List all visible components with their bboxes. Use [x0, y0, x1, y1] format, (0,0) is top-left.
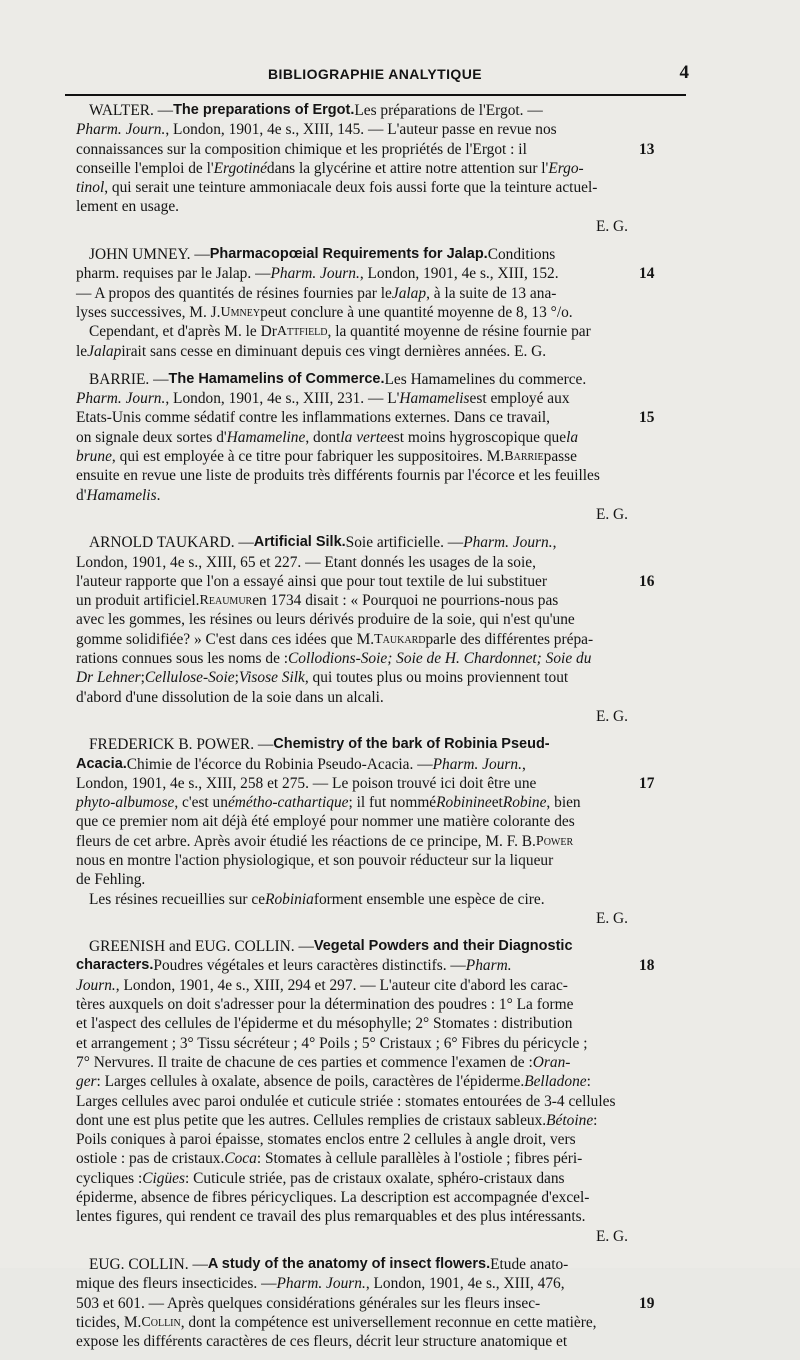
text-segment: Oran-	[532, 1053, 571, 1071]
text-segment: un produit artificiel.	[76, 592, 200, 610]
text-segment: , London, 1901, 4e s., XIII, 294 et 297. — L'auteur cite d'abord les carac-	[115, 976, 568, 994]
text-segment: , la quantité moyenne de résine fournie par	[327, 323, 591, 341]
text-segment: Larges cellules avec paroi ondulée et cuticule striée : stomates entourées de 3-4 cellules	[76, 1092, 616, 1110]
text-line	[76, 553, 668, 572]
text-line	[76, 1053, 668, 1072]
text-segment: peut conclure à une quantité moyenne de 8, 13 °/o.	[260, 303, 573, 321]
text-segment: émétho-cathartique	[227, 794, 349, 812]
text-line	[76, 956, 668, 975]
text-line	[76, 688, 668, 707]
text-segment: lyses successives, M. J.	[76, 303, 221, 321]
text-segment: : Cuticule striée, pas de cristaux oxalate, sphéro-cristaux dans	[185, 1169, 565, 1187]
header-rule	[65, 94, 686, 96]
text-segment: Ergo-	[548, 159, 584, 177]
bibliography-list	[76, 101, 668, 1360]
text-segment: Pharm. Journ.	[276, 1275, 366, 1293]
text-segment: Umney	[220, 304, 261, 320]
text-segment: Visose Silk	[238, 669, 305, 687]
text-segment: la	[566, 428, 579, 446]
text-segment: Robinia	[265, 890, 314, 908]
text-line	[76, 486, 668, 505]
text-segment: : Larges cellules à oxalate, absence de poils, caractères de l'épiderme.	[96, 1073, 525, 1091]
text-segment: Pharm.	[465, 957, 512, 975]
text-segment: dont une est plus petite que les autres. Cellules remplies de cristaux sableux.	[76, 1111, 547, 1129]
text-segment: le	[76, 342, 88, 360]
text-segment: Barrie	[504, 449, 544, 465]
text-line	[76, 1149, 668, 1168]
text-segment: brune	[76, 448, 112, 466]
text-line	[76, 1092, 668, 1111]
text-segment: et	[491, 794, 503, 812]
text-line	[76, 1332, 668, 1351]
text-line	[76, 1014, 668, 1033]
text-segment: conseille l'emploi de l'	[76, 159, 214, 177]
text-segment: gomme solidifiée? » C'est dans ces idées que M.	[76, 630, 375, 648]
text-line	[76, 755, 668, 774]
text-segment: Collin	[141, 1314, 181, 1330]
text-segment: , c'est un	[174, 794, 228, 812]
text-segment: Cigües	[142, 1169, 186, 1187]
text-line	[76, 1207, 668, 1226]
text-line	[76, 851, 668, 870]
text-segment: d'	[76, 486, 87, 504]
text-line	[76, 1130, 668, 1149]
text-segment: JOHN UMNEY. —	[89, 246, 210, 264]
text-line	[76, 793, 668, 812]
text-segment: l'auteur rapporte que l'on a essayé ainsi que pour tout textile de lui substituer	[76, 572, 547, 590]
text-segment: Jalap	[87, 342, 122, 360]
text-segment: Soie artificielle. —	[345, 534, 464, 552]
text-line	[76, 120, 668, 139]
text-segment: .	[156, 486, 161, 504]
entry-number: 18	[639, 957, 655, 975]
bibliography-entry	[76, 370, 668, 524]
text-segment: , bien	[546, 794, 581, 812]
text-segment: Power	[535, 833, 574, 849]
text-segment: Hamamelis	[399, 390, 470, 408]
text-segment: ensuite en revue une liste de produits très différents fournis par l'écorce et les feuilles	[76, 467, 600, 485]
text-segment: , London, 1901, 4e s., XIII, 145. — L'auteur passe en revue nos	[165, 121, 557, 139]
text-segment: Etats-Unis comme sédatif contre les inflammations externes. Dans ce travail,	[76, 409, 550, 427]
article-title: A study of the anatomy of insect flowers.	[207, 1255, 491, 1272]
text-segment: tinol	[76, 179, 105, 197]
reviewer-initials: E. G.	[595, 909, 628, 927]
text-line	[76, 1313, 668, 1332]
article-title: Acacia.	[76, 755, 127, 772]
text-segment: , qui toutes plus ou moins proviennent tout	[304, 669, 569, 687]
text-segment: ger	[76, 1073, 97, 1091]
text-segment: , London, 1901, 4e s., XIII, 476,	[365, 1275, 565, 1293]
text-segment: Pharm. Journ.	[432, 755, 522, 773]
text-segment: fleurs de cet arbre. Après avoir étudié les réactions de ce principe, M. F. B.	[76, 832, 536, 850]
article-title: Pharmacopœial Requirements for Jalap.	[209, 246, 488, 263]
text-segment: — A propos des quantités de résines fournies par le	[76, 284, 392, 302]
text-segment: Pharm. Journ.	[76, 121, 166, 139]
text-segment: Bétoine	[546, 1111, 594, 1129]
text-segment: Collodions-Soie; Soie de H. Chardonnet; Soie du	[288, 650, 592, 668]
text-line	[76, 870, 668, 889]
text-segment: de Fehling.	[76, 871, 146, 889]
reviewer-initials: E. G.	[595, 707, 628, 725]
text-segment: , dont la compétence est universellement reconnue en cette matière,	[180, 1313, 597, 1331]
text-segment: d'abord d'une dissolution de la soie dans un alcali.	[76, 688, 384, 706]
text-segment: est employé aux	[469, 390, 570, 408]
text-line	[76, 610, 668, 629]
text-segment: WALTER. —	[89, 102, 174, 119]
entry-number: 19	[639, 1294, 655, 1312]
text-segment: nous en montre l'action physiologique, et son pouvoir réducteur sur la liqueur	[76, 851, 554, 869]
reviewer-initials: E. G.	[595, 217, 628, 235]
article-title: Chemistry of the bark of Robinia Pseud-	[273, 736, 550, 753]
text-segment: : Stomates à cellule parallèles à l'ostiole ; fibres péri-	[256, 1150, 583, 1168]
text-segment: , qui serait une teinture ammoniacale deux fois aussi forte que la teinture actuel-	[104, 179, 598, 197]
text-segment: expose les différents caractères de ces fleurs, décrit leur structure anatomique et	[76, 1333, 568, 1351]
text-segment: Robine	[502, 794, 547, 812]
text-line	[76, 591, 668, 610]
text-line	[76, 976, 668, 995]
text-segment: Chimie de l'écorce du Robinia Pseudo-Acacia. —	[126, 755, 433, 773]
text-line	[76, 197, 668, 216]
text-segment: Attfield	[276, 324, 328, 340]
article-title: The Hamamelins of Commerce.	[168, 370, 385, 387]
article-title: Artificial Silk.	[253, 534, 346, 551]
text-segment: et arrangement ; 3° Tissu sécréteur ; 4° Poils ; 5° Cristaux ; 6° Fibres du péricycle ;	[76, 1034, 588, 1052]
text-segment: Cellulose-Soie	[144, 669, 235, 687]
text-segment: la verte	[340, 428, 387, 446]
text-segment: Pharm. Journ.	[270, 265, 360, 283]
text-segment: ; il fut nommé	[348, 794, 437, 812]
text-line	[76, 1034, 668, 1053]
text-segment: :	[586, 1073, 591, 1091]
text-segment: Les préparations de l'Ergot. —	[354, 102, 543, 119]
text-segment: pharm. requises par le Jalap. —	[76, 265, 271, 283]
text-line	[76, 342, 668, 361]
text-segment: irait sans cesse en diminuant depuis ces vingt dernières années. E. G.	[121, 342, 547, 360]
text-segment: Poudres végétales et leurs caractères distinctifs. —	[153, 957, 466, 975]
text-line	[76, 428, 668, 447]
entry-number: 17	[639, 774, 655, 792]
bibliography-entry	[76, 937, 668, 1246]
text-segment: tères auxquels on doit s'adresser pour la détermination des poudres : 1° La forme	[76, 996, 574, 1014]
text-segment: rations connues sous les noms de :	[76, 650, 289, 668]
text-segment: en 1734 disait : « Pourquoi ne pourrions-nous pas	[252, 592, 559, 610]
text-line	[76, 937, 668, 956]
running-title: BIBLIOGRAPHIE ANALYTIQUE	[268, 66, 482, 82]
text-segment: Conditions	[487, 246, 556, 264]
text-line	[76, 1274, 668, 1293]
text-segment: Les Hamamelines du commerce.	[384, 370, 587, 388]
text-segment: épiderme, absence de fibres péricycliques. La description est accompagnée d'excel-	[76, 1189, 590, 1207]
text-segment: passe	[543, 448, 577, 466]
text-line	[76, 466, 668, 485]
text-line	[76, 832, 668, 851]
text-line	[76, 264, 668, 283]
text-segment: avec les gommes, les résines ou leurs dérivés produire de la soie, qui n'est qu'une	[76, 611, 575, 629]
text-segment: Poils coniques à paroi épaisse, stomates enclos entre 2 cellules à angle droit, vers	[76, 1131, 576, 1149]
bibliography-entry	[76, 735, 668, 928]
text-line	[76, 995, 668, 1014]
text-segment: Pharm. Journ.	[76, 390, 166, 408]
text-segment: :	[593, 1111, 598, 1129]
text-line	[76, 284, 668, 303]
text-segment: 503 et 601. — Après quelques considérations générales sur les fleurs insec-	[76, 1294, 541, 1312]
text-segment: ticides, M.	[76, 1313, 142, 1331]
text-segment: 7° Nervures. Il traite de chacune de ces parties et commence l'examen de :	[76, 1053, 533, 1071]
text-line	[76, 370, 668, 389]
text-segment: Robinine	[436, 794, 492, 812]
text-line	[76, 668, 668, 687]
text-segment: cycliques :	[76, 1169, 143, 1187]
text-segment: , qui est employée à ce titre pour fabriquer les suppositoires. M.	[111, 448, 505, 466]
text-segment: Belladone	[524, 1073, 587, 1091]
reviewer-initials: E. G.	[595, 505, 628, 523]
text-segment: Pharm. Journ.	[463, 534, 553, 552]
text-segment: , à la suite de 13 ana-	[426, 284, 557, 302]
text-segment: lement en usage.	[76, 198, 179, 216]
text-segment: , London, 1901, 4e s., XIII, 231. — L'	[165, 390, 400, 408]
text-segment: parle des différentes prépa-	[425, 630, 594, 648]
text-segment: et l'aspect des cellules de l'épiderme et du mésophylle; 2° Stomates : distribution	[76, 1015, 573, 1033]
entry-number: 14	[639, 265, 655, 283]
entry-number: 16	[639, 572, 655, 590]
text-line	[76, 408, 668, 427]
text-segment: Hamamelis	[86, 486, 157, 504]
text-segment: Reaumur	[199, 593, 253, 609]
entry-number: 13	[639, 140, 655, 158]
text-line	[76, 630, 668, 649]
text-line	[76, 774, 668, 793]
text-segment: ;	[234, 669, 239, 687]
text-segment: Taukard	[374, 631, 426, 647]
text-line	[76, 303, 668, 322]
text-line	[76, 735, 668, 754]
text-segment: que ce premier nom ait déjà été employé pour nommer une matière colorante des	[76, 813, 575, 831]
text-segment: , dont	[305, 428, 341, 446]
text-line	[76, 1188, 668, 1207]
text-line	[76, 178, 668, 197]
text-segment: Ergotiné	[213, 159, 267, 177]
article-title: characters.	[76, 957, 154, 974]
text-segment: FREDERICK B. POWER. —	[89, 736, 274, 754]
text-segment: mique des fleurs insecticides. —	[76, 1275, 277, 1293]
text-segment: Jalap	[391, 284, 427, 302]
text-line	[76, 389, 668, 408]
text-segment: Cependant, et d'après M. le Dr	[89, 323, 277, 341]
text-segment: EUG. COLLIN. —	[89, 1255, 208, 1273]
text-segment: , London, 1901, 4e s., XIII, 152.	[359, 265, 559, 283]
text-line	[76, 572, 668, 591]
text-line	[76, 322, 668, 341]
text-line	[76, 890, 668, 909]
text-segment: Hamameline	[226, 428, 306, 446]
text-line	[76, 1169, 668, 1188]
text-segment: Dr Lehner	[76, 669, 141, 687]
text-line	[76, 447, 668, 466]
bibliography-entry	[76, 533, 668, 726]
text-segment: dans la glycérine et attire notre attention sur l'	[266, 159, 549, 177]
text-segment: phyto-albumose	[76, 794, 175, 812]
text-segment: Coca	[224, 1150, 257, 1168]
bibliography-entry	[76, 101, 668, 236]
text-segment: London, 1901, 4e s., XIII, 258 et 275. — Le poison trouvé ici doit être une	[76, 774, 537, 792]
text-segment: ;	[140, 669, 145, 687]
text-segment: GREENISH and EUG. COLLIN. —	[89, 938, 314, 956]
text-segment: ,	[521, 755, 526, 773]
text-line	[76, 1294, 668, 1313]
text-line	[76, 245, 668, 264]
reviewer-initials: E. G.	[595, 1227, 628, 1245]
text-line	[76, 140, 668, 159]
text-segment: Les résines recueillies sur ce	[89, 890, 266, 908]
text-segment: Etude anato-	[490, 1255, 569, 1273]
text-segment: forment ensemble une espèce de cire.	[313, 890, 545, 908]
text-segment: London, 1901, 4e s., XIII, 65 et 227. — Etant donnés les usages de la soie,	[76, 553, 536, 571]
text-segment: Journ.	[76, 976, 116, 994]
page-header	[65, 62, 689, 90]
article-title: Vegetal Powders and their Diagnostic	[313, 938, 573, 955]
text-segment: on signale deux sortes d'	[76, 428, 227, 446]
text-segment: ostiole : pas de cristaux.	[76, 1150, 225, 1168]
text-segment: ARNOLD TAUKARD. —	[89, 534, 254, 552]
text-line	[76, 1072, 668, 1091]
bibliography-entry	[76, 245, 668, 361]
text-segment: connaissances sur la composition chimique et les propriétés de l'Ergot : il	[76, 140, 527, 158]
article-title: The preparations of Ergot.	[173, 102, 355, 118]
text-segment: lentes figures, qui rendent ce travail des plus remarquables et des plus intéressants.	[76, 1208, 586, 1226]
text-segment: ,	[552, 534, 557, 552]
entry-number: 15	[639, 409, 655, 427]
text-line	[76, 1111, 668, 1130]
text-line	[76, 812, 668, 831]
text-line	[76, 101, 668, 120]
bibliography-entry	[76, 1255, 668, 1351]
text-line	[76, 533, 668, 552]
text-segment: est moins hygroscopique que	[386, 428, 567, 446]
text-line	[76, 1255, 668, 1274]
text-segment: BARRIE. —	[89, 370, 169, 388]
text-line	[76, 649, 668, 668]
page-number: 4	[679, 62, 689, 83]
text-line	[76, 159, 668, 178]
